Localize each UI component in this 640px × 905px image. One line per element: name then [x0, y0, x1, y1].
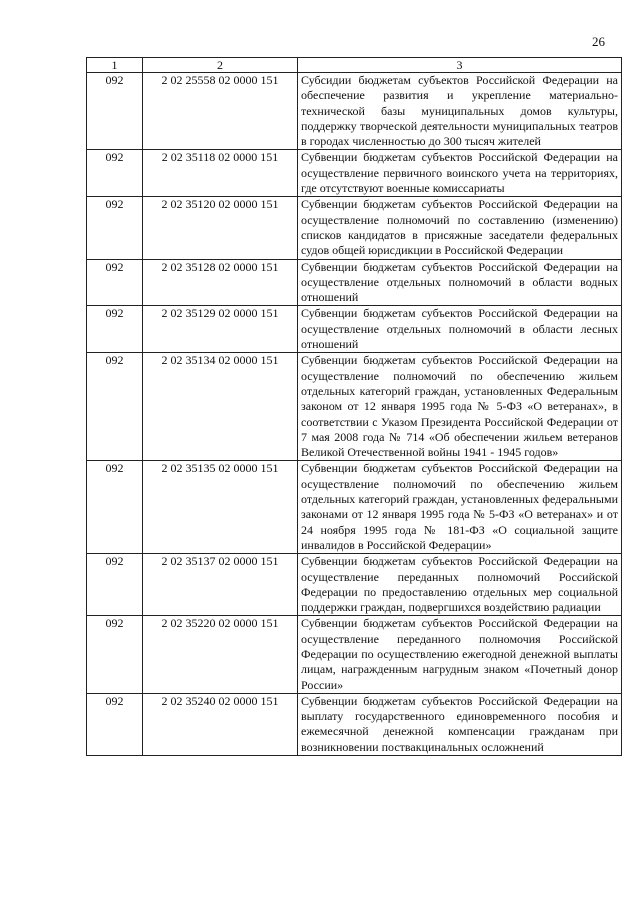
- description-cell: Субвенции бюджетам субъектов Российской Федерации на осуществление полномочий по обеспечению жильем отдельных категорий граждан, установленных Федеральным законом от 12 января 1995 года № 5-ФЗ «О ветеранах», в соответствии с Указом Президента Российской Федерации от 7 мая 2008 года № 714 «Об обеспечении жильем ветеранов Великой Отечественной войны 1941 - 1945 годов»: [298, 353, 622, 461]
- admin-code-cell: 092: [87, 353, 143, 461]
- revenue-code-cell: 2 02 35134 02 0000 151: [143, 353, 298, 461]
- table-row: [87, 73, 622, 150]
- table-row: [87, 306, 622, 353]
- table-row: [87, 197, 622, 259]
- column-header-2: 2: [143, 58, 298, 73]
- revenue-code-cell: 2 02 35118 02 0000 151: [143, 150, 298, 197]
- admin-code-cell: 092: [87, 554, 143, 616]
- admin-code-cell: 092: [87, 197, 143, 259]
- admin-code-cell: 092: [87, 259, 143, 306]
- revenue-code-cell: 2 02 35220 02 0000 151: [143, 616, 298, 693]
- revenue-code-cell: 2 02 35137 02 0000 151: [143, 554, 298, 616]
- admin-code-cell: 092: [87, 693, 143, 755]
- revenue-code-cell: 2 02 35129 02 0000 151: [143, 306, 298, 353]
- table-row: [87, 554, 622, 616]
- admin-code-cell: 092: [87, 306, 143, 353]
- revenue-code-cell: 2 02 35120 02 0000 151: [143, 197, 298, 259]
- table-row: [87, 259, 622, 306]
- description-cell: Субвенции бюджетам субъектов Российской Федерации на осуществление полномочий по составлению (изменению) списков кандидатов в присяжные заседатели федеральных судов общей юрисдикции в Российской Федерации: [298, 197, 622, 259]
- revenue-code-cell: 2 02 35128 02 0000 151: [143, 259, 298, 306]
- column-header-1: 1: [87, 58, 143, 73]
- admin-code-cell: 092: [87, 461, 143, 554]
- admin-code-cell: 092: [87, 616, 143, 693]
- page-number: 26: [592, 34, 605, 49]
- table-row: [87, 616, 622, 693]
- description-cell: Субвенции бюджетам субъектов Российской Федерации на осуществление переданного полномочия Российской Федерации по осуществлению ежегодной денежной выплаты лицам, награжденным нагрудным знаком «Почетный донор России»: [298, 616, 622, 693]
- table-header-row: [87, 58, 622, 73]
- description-cell: Субсидии бюджетам субъектов Российской Федерации на обеспечение развития и укрепление материально-технической базы муниципальных домов культуры, поддержку творческой деятельности муниципальных театров в городах численностью до 300 тысяч жителей: [298, 73, 622, 150]
- description-cell: Субвенции бюджетам субъектов Российской Федерации на осуществление отдельных полномочий в области лесных отношений: [298, 306, 622, 353]
- description-cell: Субвенции бюджетам субъектов Российской Федерации на осуществление полномочий по обеспечению жильем отдельных категорий граждан, установленных федеральными законами от 12 января 1995 года № 5-ФЗ «О ветеранах» и от 24 ноября 1995 года № 181-ФЗ «О социальной защите инвалидов в Российской Федерации»: [298, 461, 622, 554]
- admin-code-cell: 092: [87, 150, 143, 197]
- description-cell: Субвенции бюджетам субъектов Российской Федерации на осуществление отдельных полномочий в области водных отношений: [298, 259, 622, 306]
- column-header-3: 3: [298, 58, 622, 73]
- description-cell: Субвенции бюджетам субъектов Российской Федерации на осуществление первичного воинского учета на территориях, где отсутствуют военные комиссариаты: [298, 150, 622, 197]
- revenue-code-cell: 2 02 35135 02 0000 151: [143, 461, 298, 554]
- revenue-code-cell: 2 02 35240 02 0000 151: [143, 693, 298, 755]
- description-cell: Субвенции бюджетам субъектов Российской Федерации на выплату государственного единовременного пособия и ежемесячной денежной компенсации гражданам при возникновении поствакцинальных осложнений: [298, 693, 622, 755]
- table-row: [87, 693, 622, 755]
- revenue-code-cell: 2 02 25558 02 0000 151: [143, 73, 298, 150]
- description-cell: Субвенции бюджетам субъектов Российской Федерации на осуществление переданных полномочий Российской Федерации по предоставлению отдельных мер социальной поддержки граждан, подвергшихся воздействию радиации: [298, 554, 622, 616]
- table-row: [87, 150, 622, 197]
- table-row: [87, 353, 622, 461]
- table-row: [87, 461, 622, 554]
- admin-code-cell: 092: [87, 73, 143, 150]
- budget-classification-table: [86, 57, 622, 756]
